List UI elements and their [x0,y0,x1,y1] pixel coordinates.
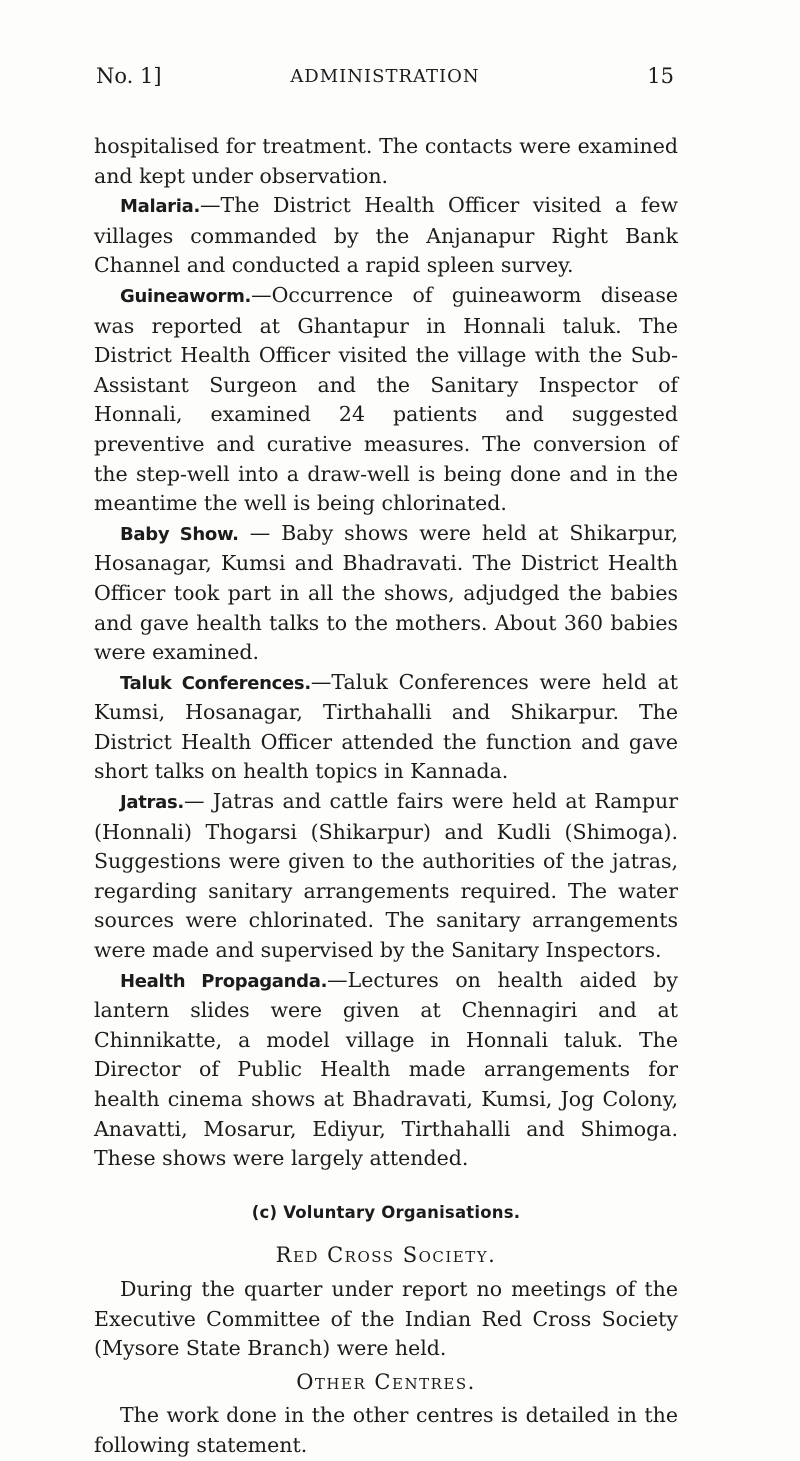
paragraph-guineaworm [94,281,678,519]
guineaworm-text: —Occurrence of guineaworm disease was reported at Ghantapur in Honnali taluk. The District Health Officer visited the village with the Sub-Assistant Surgeon and the Sanitary Inspector of Honnali, examined 24 patients and suggested preventive and curative measures. The conversion of the step-well into a draw-well is being done and in the meantime the well is being chlorinated. [94,282,678,516]
baby-show-text: — Baby shows were held at Shikarpur, Hosanagar, Kumsi and Bhadravati. The District Health Officer took part in all the shows, adjudged the babies and gave health talks to the mothers. About 360 babies were examined. [94,520,678,665]
health-propaganda-text: —Lectures on health aided by lantern slides were given at Chennagiri and at Chinnikatte, a model village in Honnali taluk. The Director of Public Health made arrangements for health cinema shows at Bhadravati, Kumsi, Jog Colony, Anavatti, Mosarur, Ediyur, Tirthahalli and Shimoga. These shows were largely attended. [94,967,678,1171]
malaria-text: —The District Health Officer visited a few villages commanded by the Anjanapur Right Bank Channel and conducted a rapid spleen survey. [94,193,678,278]
jatras-heading: Jatras. [120,792,184,814]
guineaworm-heading: Guineaworm. [120,285,252,307]
page-number: 15 [647,64,674,88]
page-header [96,64,674,104]
jatras-text: — Jatras and cattle fairs were held at Rampur (Honnali) Thogarsi (Shikarpur) and Kudli (Shimoga). Suggestions were given to the authorities of the jatras, regarding sanitary arrangements required. The water sources were chlorinated. The sanitary arrangements were made and supervised by the Sanitary Inspectors. [94,789,678,963]
malaria-heading: Malaria. [120,196,201,218]
body-text [94,132,678,1461]
issue-number: No. 1] [96,64,162,88]
paragraph-other-centres: The work done in the other centres is detailed in the following statement. [94,1403,678,1457]
paragraph-health-propaganda [94,966,678,1174]
running-title: ADMINISTRATION [290,66,480,87]
health-propaganda-heading: Health Propaganda. [120,970,328,992]
paragraph-red-cross: During the quarter under report no meetings of the Executive Committee of the Indian Red Cross Society (Mysore State Branch) were held. [94,1276,678,1361]
baby-show-heading: Baby Show. [120,523,239,545]
taluk-conferences-heading: Taluk Conferences. [120,672,311,694]
paragraph-malaria [94,191,678,281]
paragraph-jatras [94,787,678,966]
red-cross-heading: Red Cross Society. [275,1243,497,1268]
paragraph-continuation: hospitalised for treatment. The contacts were examined and kept under observation. [94,134,678,188]
section-heading-voluntary-organisations: (c) Voluntary Organisations. [251,1202,521,1222]
taluk-conferences-text: —Taluk Conferences were held at Kumsi, Hosanagar, Tirthahalli and Shikarpur. The District Health Officer attended the function and gave short talks on health topics in Kannada. [94,669,679,784]
paragraph-taluk-conferences [94,668,678,787]
other-centres-heading: Other Centres. [296,1369,476,1394]
paragraph-baby-show [94,519,678,668]
